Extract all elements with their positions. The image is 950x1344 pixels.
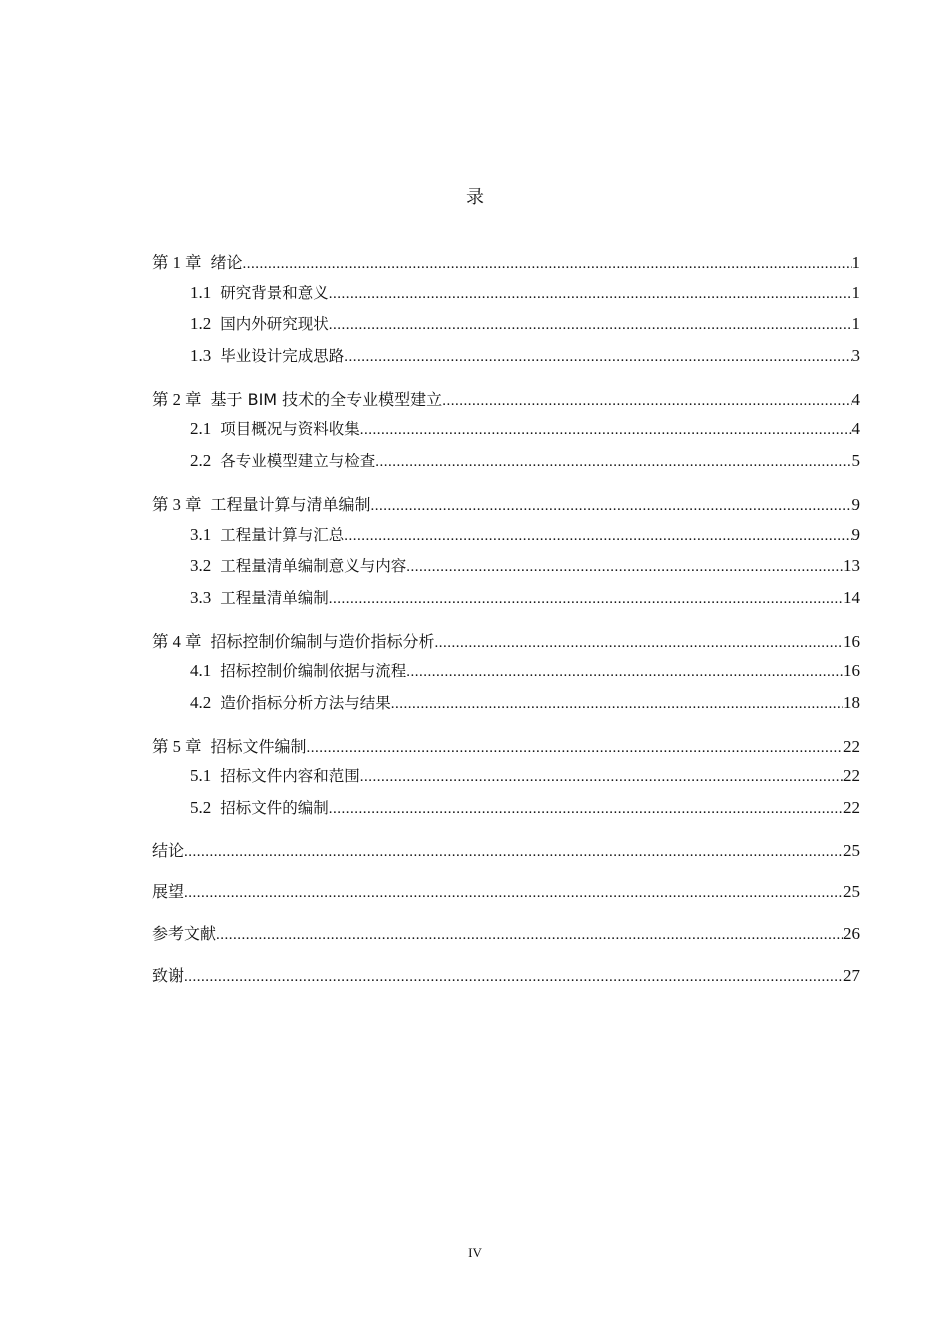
entry-page-number: 22 <box>843 798 860 817</box>
entry-number: 3.3 <box>190 587 212 607</box>
entry-number: 3.2 <box>190 556 212 576</box>
entry-label: 绪论 <box>210 253 243 272</box>
entry-page-number: 26 <box>843 924 860 944</box>
entry-page-number: 16 <box>843 631 860 651</box>
entry-label: 招标文件内容和范围 <box>220 767 360 786</box>
dot-leader <box>344 528 851 545</box>
entry-number: 第 5 章 <box>152 736 202 756</box>
entry-label: 基于 BIM 技术的全专业模型建立 <box>210 389 443 409</box>
entry-page-number: 4 <box>851 419 860 439</box>
dot-leader <box>344 349 851 366</box>
dot-leader <box>406 559 843 576</box>
table-of-contents <box>152 249 860 994</box>
toc-chapter-entry[interactable] <box>152 921 860 953</box>
entry-number: 第 3 章 <box>152 494 202 514</box>
entry-label: 招标控制价编制与造价指标分析 <box>210 631 435 651</box>
toc-section-entry[interactable] <box>152 417 860 449</box>
toc-section-entry[interactable] <box>152 764 860 796</box>
entry-page-number: 16 <box>843 661 860 681</box>
toc-section-entry[interactable] <box>152 659 860 691</box>
dot-leader <box>406 664 843 681</box>
entry-label: 工程量清单编制 <box>220 588 329 607</box>
entry-page-number: 18 <box>843 692 860 712</box>
toc-chapter-entry[interactable] <box>152 879 860 911</box>
entry-number: 第 1 章 <box>152 253 202 272</box>
dot-leader <box>442 393 851 410</box>
dot-leader <box>329 801 843 818</box>
entry-number: 第 2 章 <box>152 389 202 409</box>
toc-section-entry[interactable] <box>152 281 860 313</box>
dot-leader <box>360 769 843 786</box>
toc-chapter-entry[interactable] <box>152 628 860 660</box>
toc-chapter-entry[interactable] <box>152 963 860 995</box>
dot-leader <box>243 256 852 273</box>
entry-page-number: 22 <box>843 736 860 756</box>
toc-section-entry[interactable] <box>152 586 860 618</box>
entry-number: 4.1 <box>190 661 212 681</box>
entry-page-number: 1 <box>851 314 860 334</box>
entry-number: 2.1 <box>190 419 212 439</box>
dot-leader <box>391 696 843 713</box>
dot-leader <box>184 885 843 902</box>
toc-section-entry[interactable] <box>152 691 860 723</box>
entry-page-number: 27 <box>843 965 860 985</box>
entry-page-number: 3 <box>851 346 860 366</box>
entry-page-number: 4 <box>851 389 860 409</box>
entry-label: 各专业模型建立与检查 <box>220 452 376 471</box>
dot-leader <box>329 591 843 608</box>
entry-page-number: 14 <box>843 587 860 607</box>
dot-leader <box>216 927 843 944</box>
toc-chapter-entry[interactable] <box>152 838 860 870</box>
toc-chapter-entry[interactable] <box>152 386 860 418</box>
entry-label: 工程量计算与汇总 <box>220 525 345 544</box>
entry-page-number: 25 <box>843 882 860 902</box>
entry-label: 国内外研究现状 <box>220 315 329 334</box>
dot-leader <box>184 969 843 986</box>
entry-label: 招标文件编制 <box>210 736 307 756</box>
entry-label: 造价指标分析方法与结果 <box>220 693 391 712</box>
entry-label: 项目概况与资料收集 <box>220 420 360 439</box>
entry-label: 毕业设计完成思路 <box>220 347 345 366</box>
dot-leader <box>184 844 843 861</box>
entry-label: 结论 <box>152 840 185 860</box>
toc-chapter-entry[interactable] <box>152 249 860 281</box>
page-number: IV <box>468 1245 482 1260</box>
entry-label: 工程量清单编制意义与内容 <box>220 557 407 576</box>
entry-number: 5.2 <box>190 798 212 817</box>
dot-leader <box>329 317 852 334</box>
entry-number: 5.1 <box>190 766 212 786</box>
entry-label: 招标控制价编制依据与流程 <box>220 662 407 681</box>
dot-leader <box>371 498 852 515</box>
entry-label: 参考文献 <box>152 924 217 944</box>
entry-number: 第 4 章 <box>152 631 202 651</box>
dot-leader <box>435 635 843 652</box>
entry-label: 致谢 <box>152 965 185 985</box>
entry-page-number: 9 <box>851 494 860 514</box>
toc-section-entry[interactable] <box>152 312 860 344</box>
entry-number: 3.1 <box>190 524 212 544</box>
entry-page-number: 13 <box>843 556 860 576</box>
toc-section-entry[interactable] <box>152 796 860 828</box>
entry-page-number: 9 <box>851 524 860 544</box>
dot-leader <box>375 454 851 471</box>
entry-label: 工程量计算与清单编制 <box>210 494 371 514</box>
entry-page-number: 5 <box>851 451 860 471</box>
dot-leader <box>329 286 852 303</box>
toc-section-entry[interactable] <box>152 523 860 555</box>
entry-label: 展望 <box>152 882 185 902</box>
entry-label: 招标文件的编制 <box>220 799 329 817</box>
entry-page-number: 25 <box>843 840 860 860</box>
toc-section-entry[interactable] <box>152 449 860 481</box>
entry-label: 研究背景和意义 <box>220 283 329 302</box>
entry-number: 1.2 <box>190 314 212 334</box>
entry-number: 2.2 <box>190 451 212 471</box>
entry-page-number: 1 <box>851 253 860 272</box>
entry-number: 1.1 <box>190 282 212 302</box>
entry-page-number: 22 <box>843 766 860 786</box>
dot-leader <box>307 740 843 757</box>
toc-title: 录 <box>466 187 484 208</box>
dot-leader <box>360 422 852 439</box>
toc-section-entry[interactable] <box>152 554 860 586</box>
entry-number: 4.2 <box>190 692 212 712</box>
toc-chapter-entry[interactable] <box>152 733 860 765</box>
entry-number: 1.3 <box>190 346 212 366</box>
toc-chapter-entry[interactable] <box>152 491 860 523</box>
entry-page-number: 1 <box>851 282 860 302</box>
toc-section-entry[interactable] <box>152 344 860 376</box>
